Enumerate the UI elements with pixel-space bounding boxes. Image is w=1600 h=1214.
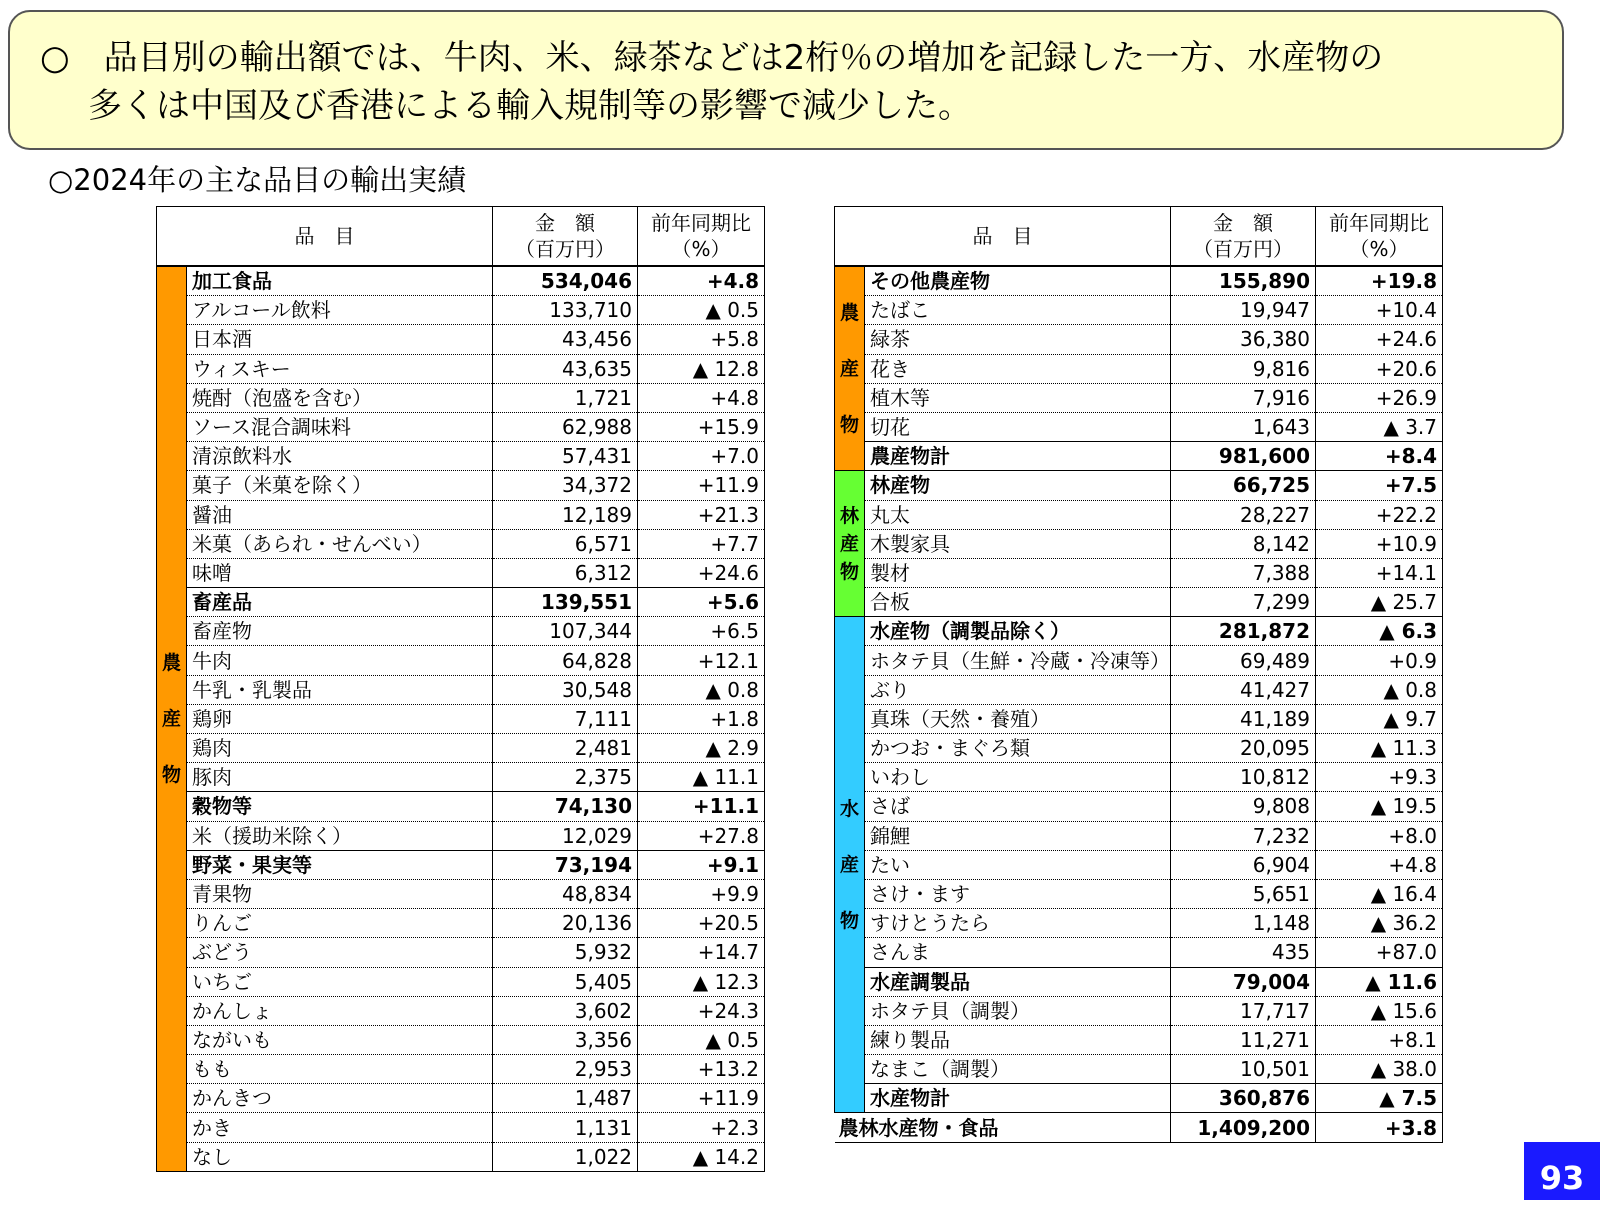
item-name: ぶり	[865, 675, 1171, 704]
item-ratio: +20.6	[1316, 354, 1443, 383]
item-name: 木製家具	[865, 529, 1171, 558]
item-name: たい	[865, 850, 1171, 879]
item-amount: 41,427	[1171, 675, 1316, 704]
item-ratio: +22.2	[1316, 500, 1443, 529]
category-agri: 農 産 物	[835, 266, 865, 471]
item-ratio: +19.8	[1316, 266, 1443, 296]
table-row	[157, 617, 765, 646]
item-name: 加工食品	[187, 266, 493, 296]
item-amount: 36,380	[1171, 325, 1316, 354]
item-name: 穀物等	[187, 792, 493, 821]
item-ratio: +27.8	[638, 821, 765, 850]
item-amount: 10,812	[1171, 763, 1316, 792]
item-amount: 139,551	[493, 588, 638, 617]
item-amount: 7,111	[493, 704, 638, 733]
item-amount: 11,271	[1171, 1025, 1316, 1054]
item-amount: 20,095	[1171, 734, 1316, 763]
item-ratio: +13.2	[638, 1055, 765, 1084]
table-row	[157, 383, 765, 412]
table-row	[835, 1055, 1443, 1084]
item-amount: 43,456	[493, 325, 638, 354]
item-name: 牛乳・乳製品	[187, 675, 493, 704]
table-row	[157, 879, 765, 908]
item-ratio: +26.9	[1316, 383, 1443, 412]
table-row	[157, 354, 765, 383]
header-amount: 金 額 （百万円）	[493, 207, 638, 267]
item-amount: 8,142	[1171, 529, 1316, 558]
page-number: 93	[1524, 1142, 1600, 1200]
item-name: なまこ（調製）	[865, 1055, 1171, 1084]
table-row	[835, 588, 1443, 617]
table-row	[835, 529, 1443, 558]
table-row	[835, 909, 1443, 938]
item-ratio: ▲ 12.8	[638, 354, 765, 383]
table-row	[157, 967, 765, 996]
table-row	[157, 325, 765, 354]
summary-banner	[8, 10, 1564, 150]
table-row	[157, 938, 765, 967]
item-name: 焼酎（泡盛を含む）	[187, 383, 493, 412]
table-row	[157, 1055, 765, 1084]
item-name: さば	[865, 792, 1171, 821]
item-amount: 7,232	[1171, 821, 1316, 850]
item-name: 畜産物	[187, 617, 493, 646]
left-export-table	[156, 206, 765, 1172]
item-ratio: +10.4	[1316, 296, 1443, 325]
item-ratio: ▲ 9.7	[1316, 704, 1443, 733]
item-amount: 1,643	[1171, 412, 1316, 441]
item-name: 練り製品	[865, 1025, 1171, 1054]
item-name: 畜産品	[187, 588, 493, 617]
table-row	[157, 1113, 765, 1142]
item-name: 水産物（調製品除く）	[865, 617, 1171, 646]
item-amount: 66,725	[1171, 471, 1316, 500]
header-ratio: 前年同期比 （%）	[1316, 207, 1443, 267]
table-row	[835, 1113, 1443, 1142]
table-row	[835, 734, 1443, 763]
table-row	[835, 354, 1443, 383]
item-name: いわし	[865, 763, 1171, 792]
item-ratio: +8.1	[1316, 1025, 1443, 1054]
item-amount: 6,571	[493, 529, 638, 558]
item-name: 日本酒	[187, 325, 493, 354]
item-ratio: ▲ 11.6	[1316, 967, 1443, 996]
item-ratio: ▲ 7.5	[1316, 1084, 1443, 1113]
item-amount: 1,409,200	[1171, 1113, 1316, 1142]
table-row	[835, 617, 1443, 646]
item-name: 製材	[865, 558, 1171, 587]
item-amount: 534,046	[493, 266, 638, 296]
item-ratio: +14.7	[638, 938, 765, 967]
item-amount: 981,600	[1171, 442, 1316, 471]
item-name: 真珠（天然・養殖）	[865, 704, 1171, 733]
item-name: ぶどう	[187, 938, 493, 967]
item-ratio: +21.3	[638, 500, 765, 529]
item-ratio: +24.6	[1316, 325, 1443, 354]
item-name: 味噌	[187, 558, 493, 587]
category-fish: 水 産 物	[835, 617, 865, 1113]
table-row	[835, 821, 1443, 850]
item-name: 米（援助米除く）	[187, 821, 493, 850]
item-ratio: ▲ 6.3	[1316, 617, 1443, 646]
item-name: さけ・ます	[865, 879, 1171, 908]
table-row	[835, 412, 1443, 441]
item-ratio: +7.5	[1316, 471, 1443, 500]
table-row	[157, 1025, 765, 1054]
banner-line-2: 多くは中国及び香港による輸入規制等の影響で減少した。	[88, 86, 972, 126]
item-ratio: +8.4	[1316, 442, 1443, 471]
item-amount: 69,489	[1171, 646, 1316, 675]
item-amount: 1,022	[493, 1142, 638, 1171]
item-amount: 5,651	[1171, 879, 1316, 908]
item-amount: 12,029	[493, 821, 638, 850]
item-amount: 19,947	[1171, 296, 1316, 325]
header-item: 品 目	[157, 207, 493, 267]
table-row	[157, 296, 765, 325]
item-amount: 57,431	[493, 442, 638, 471]
table-row	[835, 763, 1443, 792]
table-row	[835, 850, 1443, 879]
item-ratio: +9.9	[638, 879, 765, 908]
item-name: 青果物	[187, 879, 493, 908]
table-row	[157, 704, 765, 733]
table-row	[157, 558, 765, 587]
item-ratio: +14.1	[1316, 558, 1443, 587]
table-row	[835, 879, 1443, 908]
item-ratio: +10.9	[1316, 529, 1443, 558]
item-name: 緑茶	[865, 325, 1171, 354]
item-amount: 6,904	[1171, 850, 1316, 879]
item-amount: 20,136	[493, 909, 638, 938]
header-ratio: 前年同期比 （%）	[638, 207, 765, 267]
item-ratio: ▲ 12.3	[638, 967, 765, 996]
item-amount: 79,004	[1171, 967, 1316, 996]
item-name: 農産物計	[865, 442, 1171, 471]
item-amount: 9,816	[1171, 354, 1316, 383]
item-amount: 30,548	[493, 675, 638, 704]
banner-line-1: ○ 品目別の輸出額では、牛肉、米、緑茶などは2桁％の増加を記録した一方、水産物の	[40, 38, 1384, 78]
item-ratio: +1.8	[638, 704, 765, 733]
right-export-table	[834, 206, 1443, 1143]
item-amount: 12,189	[493, 500, 638, 529]
table-row	[835, 646, 1443, 675]
item-name: ホタテ貝（生鮮・冷蔵・冷凍等）	[865, 646, 1171, 675]
item-ratio: ▲ 0.5	[638, 1025, 765, 1054]
item-amount: 281,872	[1171, 617, 1316, 646]
table-row	[835, 266, 1443, 296]
table-row	[157, 792, 765, 821]
table-row	[157, 1084, 765, 1113]
table-row	[157, 529, 765, 558]
item-name: なし	[187, 1142, 493, 1171]
category-agri: 農 産 物	[157, 266, 187, 1171]
item-amount: 2,953	[493, 1055, 638, 1084]
item-name: 合板	[865, 588, 1171, 617]
item-ratio: +8.0	[1316, 821, 1443, 850]
table-row	[835, 967, 1443, 996]
item-ratio: +24.3	[638, 996, 765, 1025]
item-ratio: +5.8	[638, 325, 765, 354]
item-name: ながいも	[187, 1025, 493, 1054]
category-forest: 林 産 物	[835, 471, 865, 617]
item-name: 丸太	[865, 500, 1171, 529]
table-row	[157, 821, 765, 850]
item-name: かんきつ	[187, 1084, 493, 1113]
item-name: その他農産物	[865, 266, 1171, 296]
table-row	[835, 675, 1443, 704]
item-name: 水産物計	[865, 1084, 1171, 1113]
item-amount: 9,808	[1171, 792, 1316, 821]
table-row	[157, 500, 765, 529]
item-amount: 1,487	[493, 1084, 638, 1113]
item-amount: 5,405	[493, 967, 638, 996]
item-amount: 2,375	[493, 763, 638, 792]
table-row	[835, 792, 1443, 821]
item-name: 農林水産物・食品	[835, 1113, 1171, 1142]
item-name: 鶏卵	[187, 704, 493, 733]
table-header	[835, 207, 1443, 267]
item-amount: 1,148	[1171, 909, 1316, 938]
table-row	[157, 996, 765, 1025]
item-name: 豚肉	[187, 763, 493, 792]
item-name: 野菜・果実等	[187, 850, 493, 879]
item-ratio: +4.8	[638, 266, 765, 296]
item-amount: 107,344	[493, 617, 638, 646]
item-amount: 17,717	[1171, 996, 1316, 1025]
item-name: かんしょ	[187, 996, 493, 1025]
item-name: たばこ	[865, 296, 1171, 325]
table-row	[835, 383, 1443, 412]
table-row	[157, 850, 765, 879]
item-ratio: +7.7	[638, 529, 765, 558]
item-amount: 155,890	[1171, 266, 1316, 296]
item-ratio: +4.8	[638, 383, 765, 412]
item-ratio: ▲ 14.2	[638, 1142, 765, 1171]
item-amount: 3,602	[493, 996, 638, 1025]
item-amount: 435	[1171, 938, 1316, 967]
item-name: ホタテ貝（調製）	[865, 996, 1171, 1025]
item-ratio: +11.1	[638, 792, 765, 821]
section-title: ○2024年の主な品目の輸出実績	[48, 163, 467, 197]
item-name: 菓子（米菓を除く）	[187, 471, 493, 500]
item-amount: 3,356	[493, 1025, 638, 1054]
item-name: 植木等	[865, 383, 1171, 412]
item-ratio: ▲ 0.8	[638, 675, 765, 704]
item-amount: 48,834	[493, 879, 638, 908]
item-ratio: +3.8	[1316, 1113, 1443, 1142]
item-ratio: ▲ 3.7	[1316, 412, 1443, 441]
item-amount: 1,131	[493, 1113, 638, 1142]
item-amount: 1,721	[493, 383, 638, 412]
item-amount: 64,828	[493, 646, 638, 675]
item-amount: 62,988	[493, 412, 638, 441]
item-name: 牛肉	[187, 646, 493, 675]
table-row	[157, 1142, 765, 1171]
table-row	[835, 558, 1443, 587]
table-row	[157, 471, 765, 500]
item-amount: 7,299	[1171, 588, 1316, 617]
item-ratio: +11.9	[638, 471, 765, 500]
item-ratio: +11.9	[638, 1084, 765, 1113]
item-name: 清涼飲料水	[187, 442, 493, 471]
table-row	[835, 500, 1443, 529]
item-name: いちご	[187, 967, 493, 996]
table-row	[835, 1084, 1443, 1113]
item-amount: 7,916	[1171, 383, 1316, 412]
item-ratio: +9.3	[1316, 763, 1443, 792]
header-item: 品 目	[835, 207, 1171, 267]
table-row	[157, 909, 765, 938]
table-row	[835, 704, 1443, 733]
item-amount: 7,388	[1171, 558, 1316, 587]
item-amount: 10,501	[1171, 1055, 1316, 1084]
table-row	[157, 266, 765, 296]
item-amount: 43,635	[493, 354, 638, 383]
item-name: 醤油	[187, 500, 493, 529]
item-ratio: ▲ 16.4	[1316, 879, 1443, 908]
item-ratio: ▲ 19.5	[1316, 792, 1443, 821]
item-ratio: +6.5	[638, 617, 765, 646]
table-row	[157, 588, 765, 617]
table-row	[157, 763, 765, 792]
item-ratio: ▲ 25.7	[1316, 588, 1443, 617]
item-ratio: +0.9	[1316, 646, 1443, 675]
item-name: すけとうたら	[865, 909, 1171, 938]
item-name: かき	[187, 1113, 493, 1142]
item-name: さんま	[865, 938, 1171, 967]
item-amount: 74,130	[493, 792, 638, 821]
item-name: かつお・まぐろ類	[865, 734, 1171, 763]
item-name: アルコール飲料	[187, 296, 493, 325]
item-ratio: +20.5	[638, 909, 765, 938]
item-ratio: +24.6	[638, 558, 765, 587]
item-name: 切花	[865, 412, 1171, 441]
table-row	[157, 675, 765, 704]
item-ratio: ▲ 11.1	[638, 763, 765, 792]
item-amount: 28,227	[1171, 500, 1316, 529]
item-ratio: ▲ 0.8	[1316, 675, 1443, 704]
item-amount: 6,312	[493, 558, 638, 587]
item-ratio: ▲ 11.3	[1316, 734, 1443, 763]
item-amount: 34,372	[493, 471, 638, 500]
table-row	[157, 442, 765, 471]
table-row	[157, 734, 765, 763]
item-ratio: +7.0	[638, 442, 765, 471]
item-name: りんご	[187, 909, 493, 938]
item-amount: 41,189	[1171, 704, 1316, 733]
item-ratio: +2.3	[638, 1113, 765, 1142]
table-row	[835, 471, 1443, 500]
table-row	[157, 412, 765, 441]
item-name: ソース混合調味料	[187, 412, 493, 441]
item-ratio: ▲ 38.0	[1316, 1055, 1443, 1084]
item-name: 錦鯉	[865, 821, 1171, 850]
item-ratio: ▲ 2.9	[638, 734, 765, 763]
item-name: 水産調製品	[865, 967, 1171, 996]
item-name: もも	[187, 1055, 493, 1084]
table-header	[157, 207, 765, 267]
item-ratio: +87.0	[1316, 938, 1443, 967]
table-row	[835, 996, 1443, 1025]
item-name: 鶏肉	[187, 734, 493, 763]
item-ratio: +12.1	[638, 646, 765, 675]
item-amount: 133,710	[493, 296, 638, 325]
item-name: 花き	[865, 354, 1171, 383]
item-amount: 73,194	[493, 850, 638, 879]
table-row	[835, 442, 1443, 471]
item-ratio: ▲ 0.5	[638, 296, 765, 325]
item-amount: 360,876	[1171, 1084, 1316, 1113]
table-row	[835, 1025, 1443, 1054]
table-row	[835, 296, 1443, 325]
item-name: ウィスキー	[187, 354, 493, 383]
item-name: 米菓（あられ・せんべい）	[187, 529, 493, 558]
item-ratio: +5.6	[638, 588, 765, 617]
item-ratio: +9.1	[638, 850, 765, 879]
table-row	[835, 938, 1443, 967]
item-name: 林産物	[865, 471, 1171, 500]
item-ratio: ▲ 15.6	[1316, 996, 1443, 1025]
item-ratio: +4.8	[1316, 850, 1443, 879]
table-row	[835, 325, 1443, 354]
table-row	[157, 646, 765, 675]
item-ratio: +15.9	[638, 412, 765, 441]
item-amount: 2,481	[493, 734, 638, 763]
item-ratio: ▲ 36.2	[1316, 909, 1443, 938]
header-amount: 金 額 （百万円）	[1171, 207, 1316, 267]
item-amount: 5,932	[493, 938, 638, 967]
